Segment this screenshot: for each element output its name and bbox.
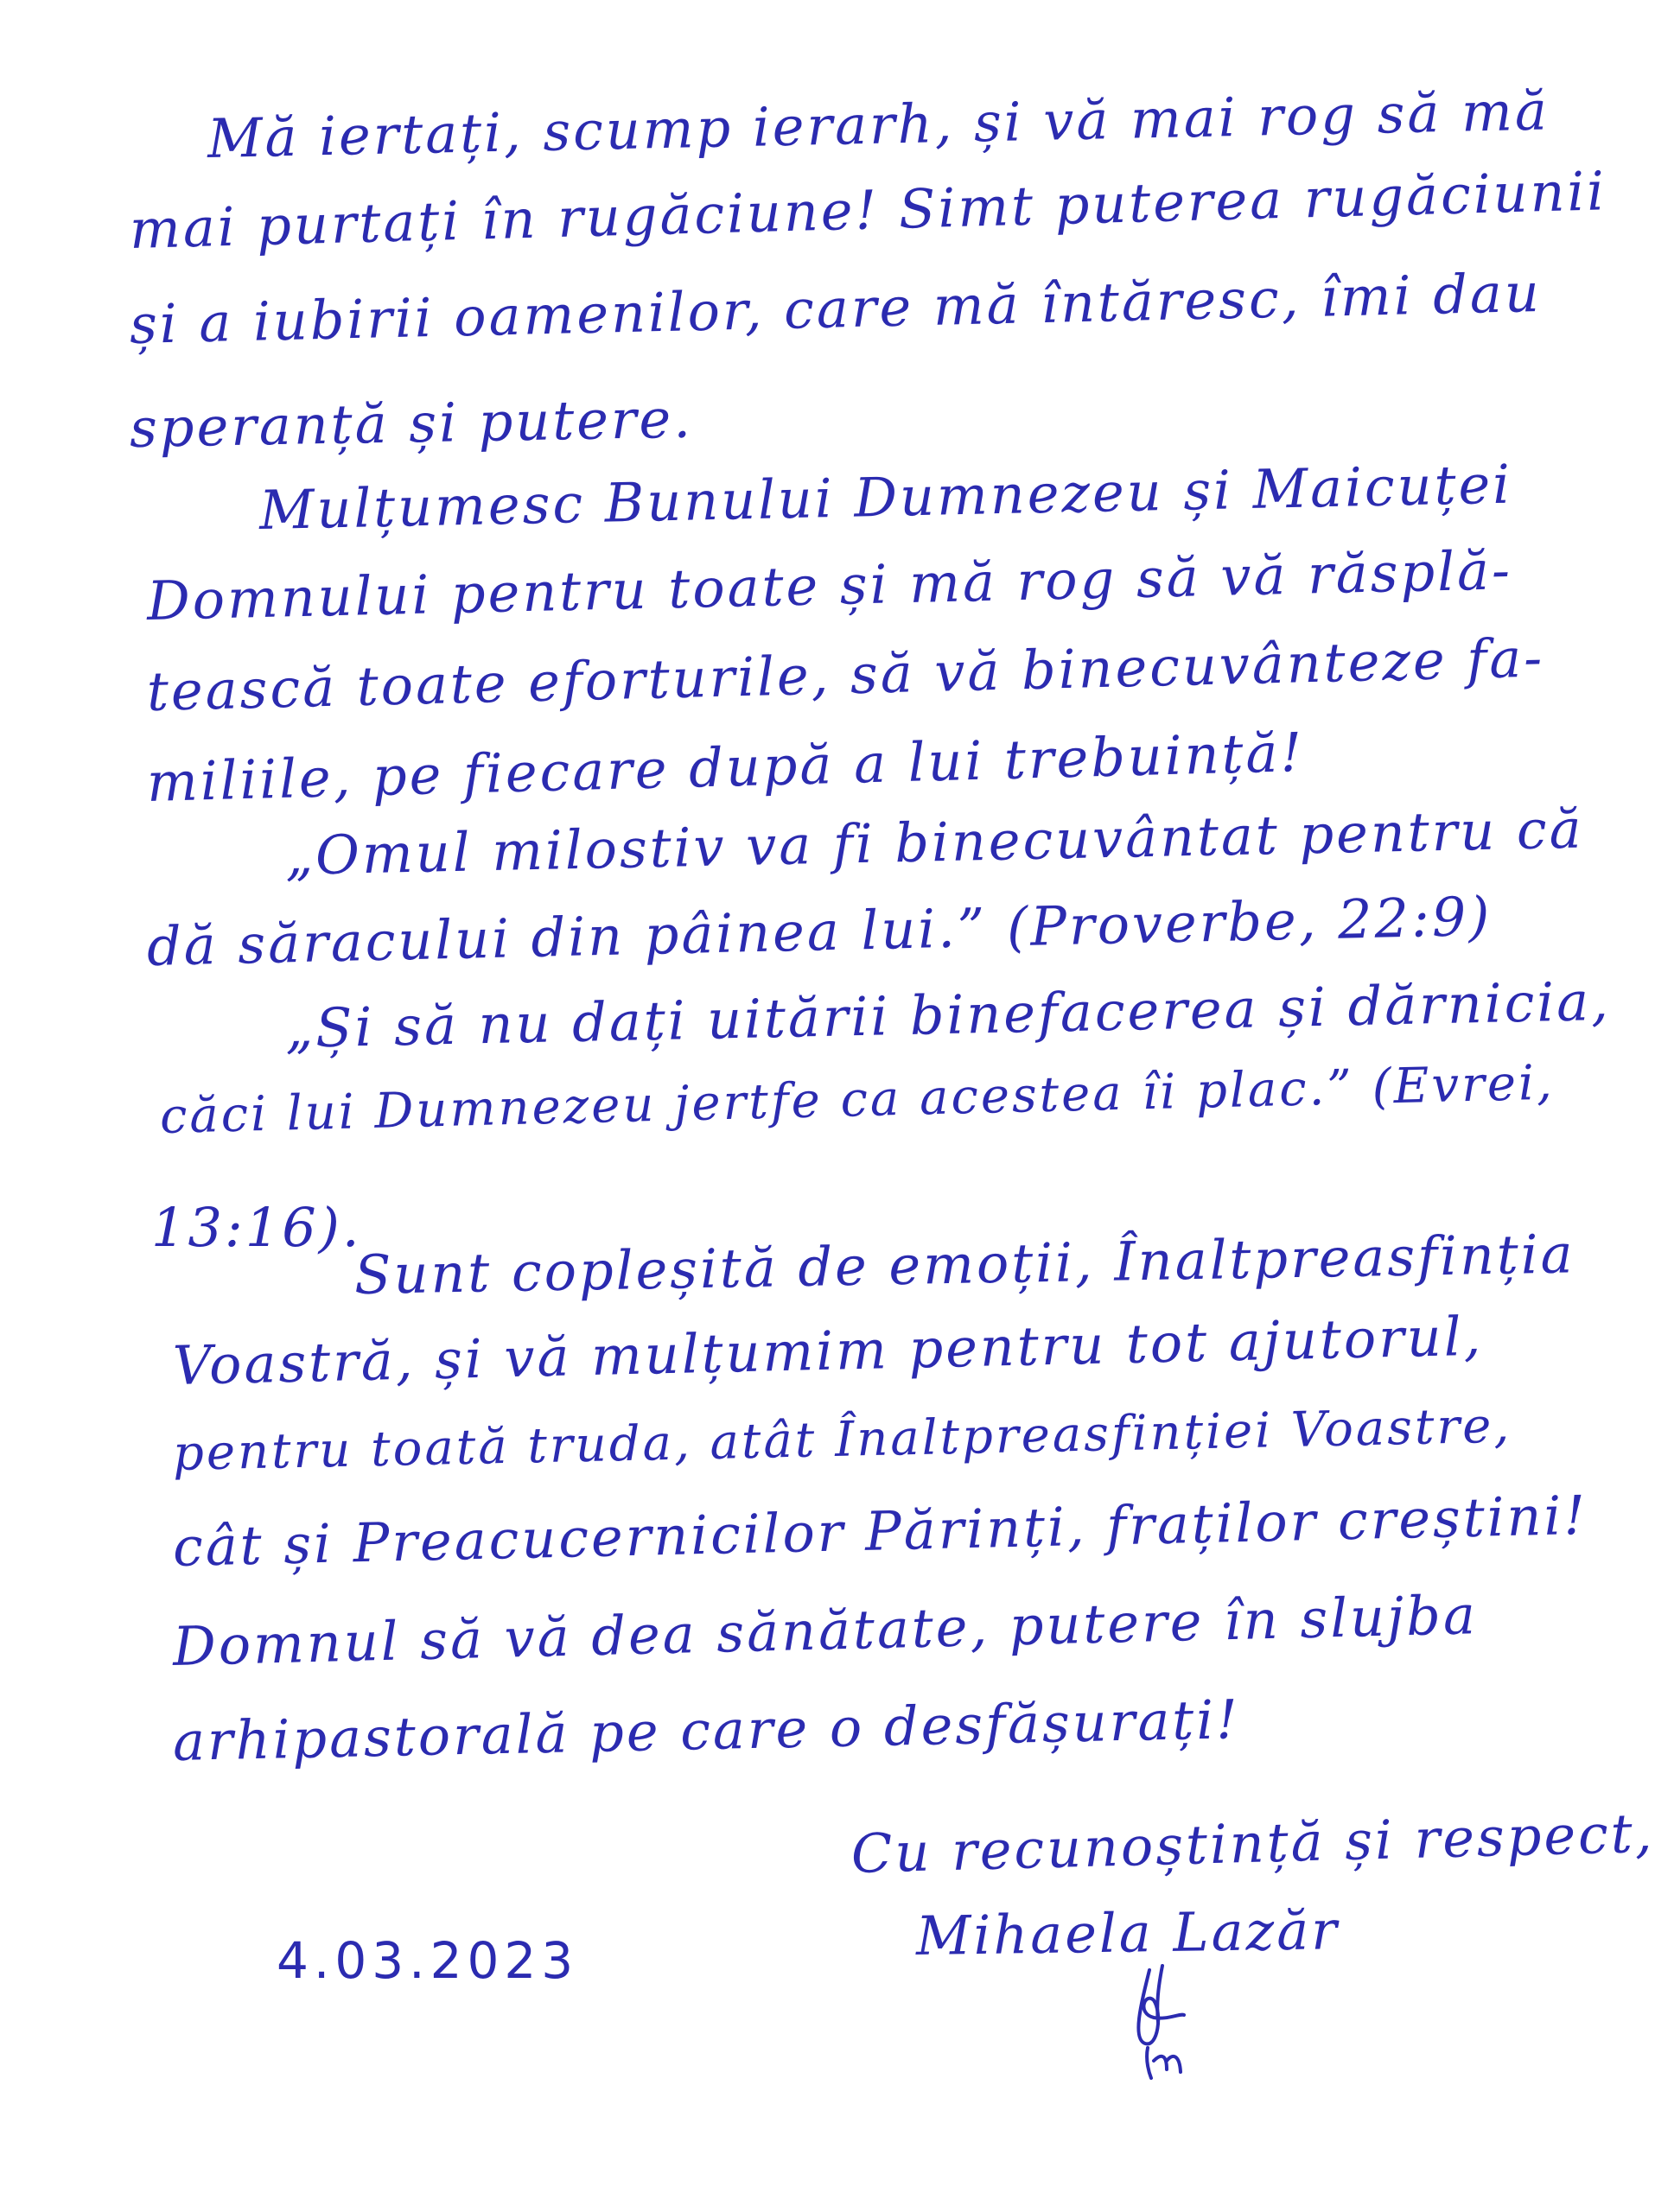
letter-line: „Omul milostiv va fi binecuvântat pentru că	[284, 797, 1585, 887]
letter-line: pentru toată truda, atât Înaltpreasfinției Voastre,	[172, 1397, 1512, 1482]
letter-line: cât și Preacucernicilor Părinți, fraților creștini!	[172, 1483, 1588, 1579]
letter-line: arhipastorală pe care o desfășurați!	[172, 1688, 1241, 1773]
letter-line: Domnul să vă dea sănătate, putere în slujba	[172, 1583, 1479, 1678]
letter-line: Domnului pentru toate și mă rog să vă răsplă-	[146, 538, 1513, 632]
signer-name: Mihaela Lazăr	[915, 1898, 1340, 1967]
letter-line: și a iubirii oamenilor, care mă întăresc, îmi dau	[129, 260, 1543, 356]
letter-line: 13:16).	[151, 1196, 362, 1259]
closing-line: Cu recunoștință și respect,	[850, 1801, 1655, 1885]
letter-line: dă săracului din pâinea lui.” (Proverbe, 22:9)	[146, 884, 1493, 978]
letter-line: speranță și putere.	[129, 386, 694, 460]
letter-line: căci lui Dumnezeu jertfe ca acestea îi plac.” (Evrei,	[159, 1054, 1556, 1145]
letter-line: mai purtați în rugăciune! Simt puterea rugăciunii	[129, 159, 1607, 261]
letter-line: Mă iertați, scump ierarh, și vă mai rog să mă	[207, 79, 1550, 170]
letter-line: miliile, pe fiecare după a lui trebuință!	[146, 720, 1306, 814]
letter-line: „Și să nu dați uitării binefacerea și dărnicia,	[284, 969, 1612, 1060]
letter-line: Voastră, și vă mulțumim pentru tot ajutorul,	[172, 1304, 1484, 1397]
letter-line: Sunt copleșită de emoții, Înaltpreasfinția	[353, 1222, 1576, 1306]
letter-line: tească toate eforturile, să vă binecuvânteze fa-	[146, 626, 1545, 723]
handwritten-signature	[1115, 1953, 1219, 2082]
letter-date: 4.03.2023	[277, 1931, 579, 1990]
letter-line: Mulțumesc Bunului Dumnezeu și Maicuței	[258, 452, 1513, 542]
